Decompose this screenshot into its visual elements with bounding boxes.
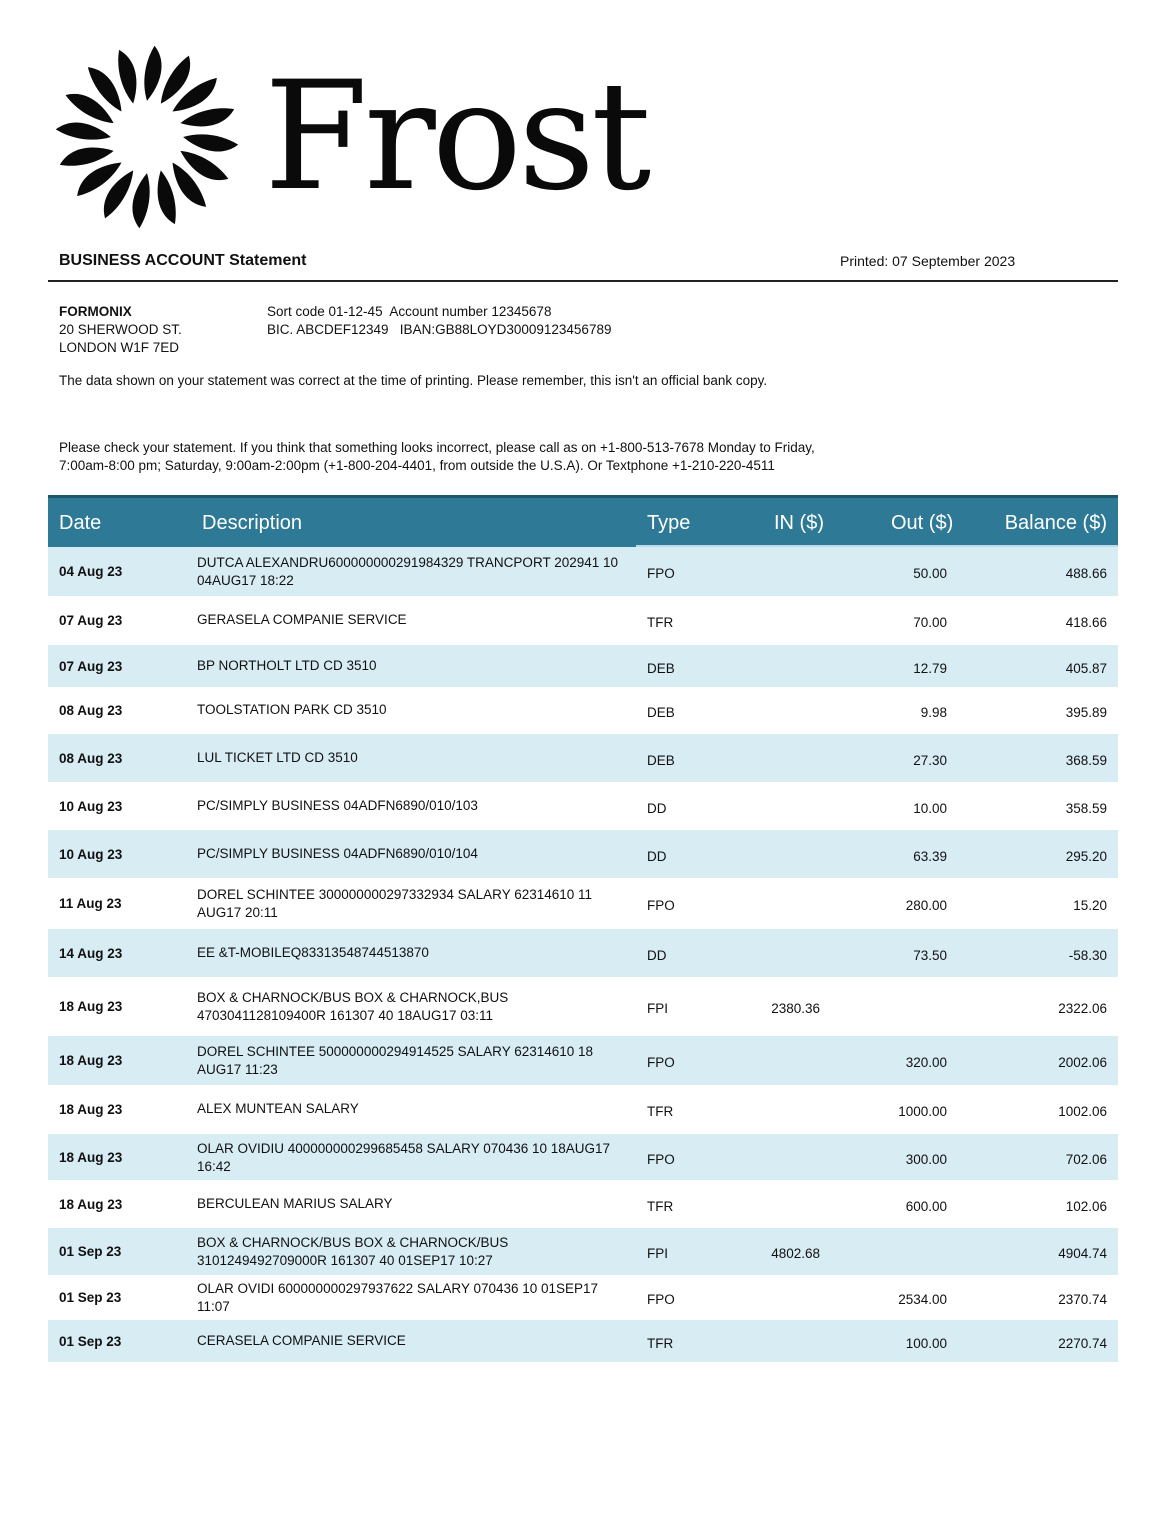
balance-cell: 1002.06 (1058, 1104, 1107, 1119)
out-cell: 9.98 (920, 705, 947, 720)
address-line2: LONDON W1F 7ED (59, 340, 180, 355)
table-row (48, 1036, 1118, 1086)
in-cell: 2380.36 (771, 1001, 820, 1016)
description-cell: PC/SIMPLY BUSINESS 04ADFN6890/010/104 (197, 846, 478, 861)
type-cell: FPO (647, 1152, 675, 1167)
date-cell: 07 Aug 23 (59, 659, 123, 674)
bic-iban: BIC. ABCDEF12349 IBAN:GB88LOYD30009123456789 (267, 322, 612, 337)
transactions-table (48, 495, 1118, 1363)
balance-cell: 2270.74 (1058, 1336, 1107, 1351)
table-header (48, 495, 1118, 547)
description-cell: ALEX MUNTEAN SALARY (197, 1101, 359, 1116)
header-balance: Balance ($) (1004, 512, 1107, 534)
type-cell: FPI (647, 1246, 669, 1261)
description-cell: DOREL SCHINTEE 300000000297332934 SALARY 62314610 11 AUG17 20:11 (197, 887, 593, 920)
description-cell: BOX & CHARNOCK/BUS BOX & CHARNOCK,BUS 4703041128109400R 161307 40 18AUG17 03:11 (197, 990, 509, 1023)
out-cell: 70.00 (913, 615, 947, 630)
out-cell: 100.00 (905, 1336, 947, 1351)
balance-cell: 2002.06 (1058, 1055, 1107, 1070)
date-cell: 14 Aug 23 (59, 946, 123, 961)
description-cell: GERASELA COMPANIE SERVICE (197, 612, 407, 627)
balance-cell: 15.20 (1073, 898, 1107, 913)
logo-petal (56, 122, 111, 139)
out-cell: 1000.00 (898, 1104, 947, 1119)
type-cell: DEB (647, 661, 675, 676)
statement-title: BUSINESS ACCOUNT Statement (59, 252, 307, 269)
table-row (48, 597, 1118, 645)
type-cell: DD (647, 849, 667, 864)
logo-petal (183, 134, 238, 151)
balance-cell: 395.89 (1065, 705, 1107, 720)
type-cell: DEB (647, 705, 675, 720)
table-row (48, 929, 1118, 978)
table-row (48, 1320, 1118, 1363)
table-row (48, 1228, 1118, 1276)
out-cell: 50.00 (913, 566, 947, 581)
contact-notice: Please check your statement. If you think that something looks incorrect, please call as on +1-800-513-7678 Monday to Friday, 7:00am-8:00 pm; Saturday, 9:00am-2:00pm (+1-800-204-4401, from outside the U.S.A). Or Textphone +1-210-220-4511 (59, 440, 815, 473)
out-cell: 280.00 (905, 898, 947, 913)
table-row (48, 1181, 1118, 1228)
out-cell: 12.79 (913, 661, 947, 676)
customer-address (59, 303, 182, 357)
header-out: Out ($) (891, 512, 954, 534)
description-cell: OLAR OVIDIU 400000000299685458 SALARY 070436 10 18AUG17 16:42 (197, 1141, 611, 1174)
table-row (48, 645, 1118, 688)
type-cell: DEB (647, 753, 675, 768)
type-cell: TFR (647, 615, 674, 630)
balance-cell: 702.06 (1065, 1152, 1107, 1167)
balance-cell: 488.66 (1065, 566, 1107, 581)
out-cell: 320.00 (905, 1055, 947, 1070)
logo-petal (144, 46, 161, 101)
out-cell: 10.00 (913, 801, 947, 816)
description-cell: LUL TICKET LTD CD 3510 (197, 750, 358, 765)
table-row (48, 688, 1118, 734)
balance-cell: 102.06 (1065, 1199, 1107, 1214)
table-row (48, 978, 1118, 1036)
date-cell: 01 Sep 23 (59, 1334, 122, 1349)
header-divider (48, 280, 1118, 282)
table-row (48, 879, 1118, 929)
date-cell: 10 Aug 23 (59, 799, 123, 814)
description-cell: DOREL SCHINTEE 500000000294914525 SALARY 62314610 18 AUG17 11:23 (197, 1044, 594, 1077)
table-row (48, 783, 1118, 830)
out-cell: 73.50 (913, 948, 947, 963)
balance-cell: 368.59 (1065, 753, 1107, 768)
header-date: Date (59, 512, 102, 534)
type-cell: TFR (647, 1199, 674, 1214)
date-cell: 01 Sep 23 (59, 1290, 122, 1305)
in-cell: 4802.68 (771, 1246, 820, 1261)
type-cell: DD (647, 948, 667, 963)
description-cell: TOOLSTATION PARK CD 3510 (197, 702, 387, 717)
description-cell: BOX & CHARNOCK/BUS BOX & CHARNOCK/BUS 3101249492709000R 161307 40 01SEP17 10:27 (197, 1235, 509, 1268)
description-cell: OLAR OVIDI 600000000297937622 SALARY 070436 10 01SEP17 11:07 (197, 1281, 599, 1314)
type-cell: FPO (647, 1292, 675, 1307)
logo-petal (132, 173, 149, 228)
description-cell: BP NORTHOLT LTD CD 3510 (197, 658, 377, 673)
date-cell: 18 Aug 23 (59, 1197, 123, 1212)
customer-name: FORMONIX (59, 304, 132, 319)
table-row (48, 547, 1118, 597)
brand-name: Frost (264, 50, 648, 224)
date-cell: 18 Aug 23 (59, 1053, 123, 1068)
type-cell: TFR (647, 1336, 674, 1351)
table-row (48, 830, 1118, 879)
balance-cell: 2322.06 (1058, 1001, 1107, 1016)
type-cell: DD (647, 801, 667, 816)
type-cell: FPO (647, 898, 675, 913)
type-cell: TFR (647, 1104, 674, 1119)
accuracy-notice: The data shown on your statement was correct at the time of printing. Please remember, this isn't an official bank copy. (59, 373, 768, 388)
date-cell: 18 Aug 23 (59, 1150, 123, 1165)
date-cell: 11 Aug 23 (59, 896, 122, 911)
type-cell: FPO (647, 566, 675, 581)
balance-cell: -58.30 (1068, 948, 1107, 963)
date-cell: 08 Aug 23 (59, 751, 123, 766)
date-cell: 07 Aug 23 (59, 613, 123, 628)
sort-code-account-number: Sort code 01-12-45 Account number 12345678 (267, 304, 552, 319)
date-cell: 10 Aug 23 (59, 847, 123, 862)
balance-cell: 2370.74 (1058, 1292, 1107, 1307)
type-cell: FPO (647, 1055, 675, 1070)
out-cell: 63.39 (913, 849, 947, 864)
description-cell: PC/SIMPLY BUSINESS 04ADFN6890/010/103 (197, 798, 478, 813)
table-row (48, 1086, 1118, 1134)
sunburst-logo-icon (52, 42, 242, 232)
table-row (48, 1134, 1118, 1181)
out-cell: 600.00 (905, 1199, 947, 1214)
description-cell: CERASELA COMPANIE SERVICE (197, 1333, 406, 1348)
description-cell: BERCULEAN MARIUS SALARY (197, 1196, 393, 1211)
address-line1: 20 SHERWOOD ST. (59, 322, 182, 337)
out-cell: 27.30 (913, 753, 947, 768)
out-cell: 2534.00 (898, 1292, 947, 1307)
balance-cell: 295.20 (1065, 849, 1107, 864)
type-cell: FPI (647, 1001, 669, 1016)
header-description: Description (202, 512, 303, 534)
date-cell: 04 Aug 23 (59, 564, 123, 579)
date-cell: 08 Aug 23 (59, 703, 123, 718)
table-row (48, 1276, 1118, 1320)
table-body (48, 547, 1118, 1363)
account-details (267, 303, 611, 339)
date-cell: 01 Sep 23 (59, 1244, 122, 1259)
header-in: IN ($) (774, 512, 824, 534)
description-cell: EE &T-MOBILEQ83313548744513870 (197, 945, 429, 960)
balance-cell: 358.59 (1065, 801, 1107, 816)
description-cell: DUTCA ALEXANDRU600000000291984329 TRANCPORT 202941 10 04AUG17 18:22 (197, 555, 619, 588)
balance-cell: 418.66 (1065, 615, 1107, 630)
header-type: Type (647, 512, 691, 534)
table-row (48, 734, 1118, 783)
frost-logo (52, 42, 648, 237)
balance-cell: 4904.74 (1058, 1246, 1107, 1261)
balance-cell: 405.87 (1065, 661, 1107, 676)
printed-date: Printed: 07 September 2023 (840, 253, 1016, 269)
out-cell: 300.00 (905, 1152, 947, 1167)
date-cell: 18 Aug 23 (59, 999, 123, 1014)
date-cell: 18 Aug 23 (59, 1102, 123, 1117)
